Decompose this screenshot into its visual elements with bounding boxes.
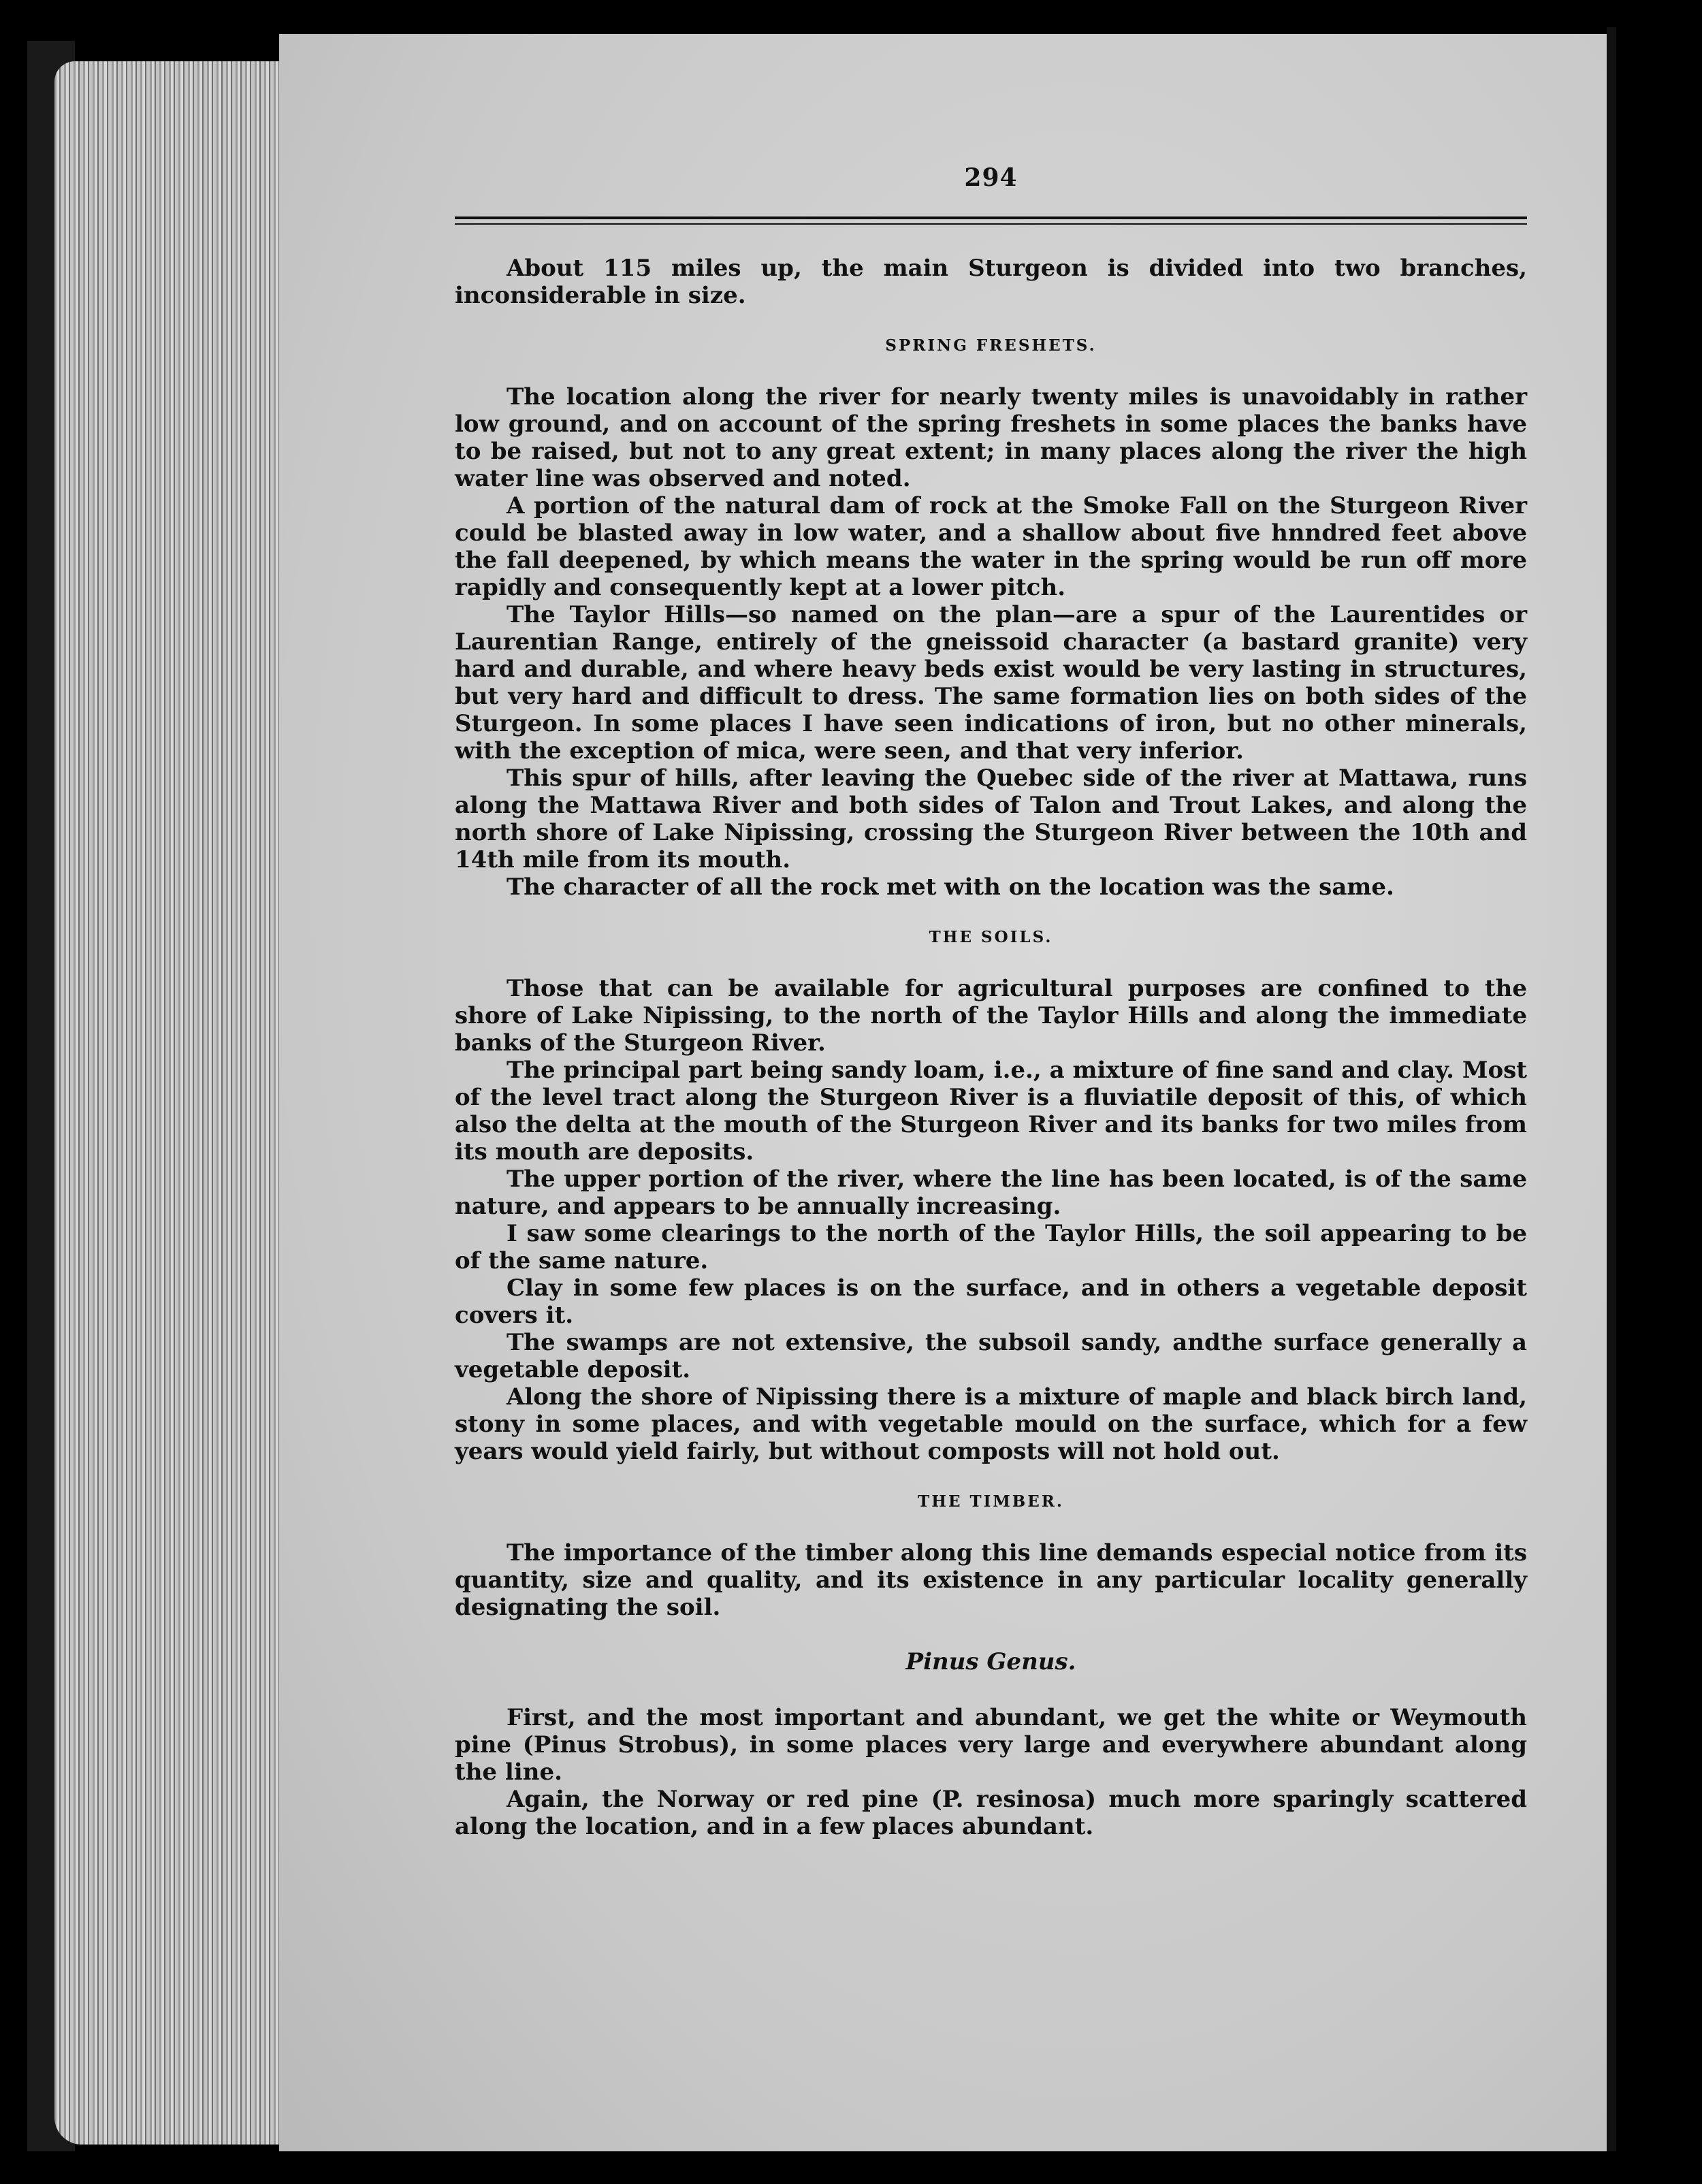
text-body <box>455 255 1527 1840</box>
subsection-heading: Pinus Genus. <box>905 1648 1076 1675</box>
paragraph: The location along the river for nearly twenty miles is unavoidably in rather low ground, and on account of the spring freshets in some places the banks have to be raised, but not to any great extent; in many places along the river the high water line was observed and noted. <box>455 383 1527 492</box>
page-right-edge <box>1607 27 1616 2151</box>
page-number: 294 <box>964 163 1018 192</box>
paragraph: This spur of hills, after leaving the Quebec side of the river at Mattawa, runs along the Mattawa River and both sides of Talon and Trout Lakes, and along the north shore of Lake Nipissing, crossing the Sturgeon River between the 10th and 14th mile from its mouth. <box>455 765 1527 873</box>
paragraph: Those that can be available for agricultural purposes are confined to the shore of Lake Nipissing, to the north of the Taylor Hills and along the immediate banks of the Sturgeon River. <box>455 975 1527 1057</box>
paragraph: Along the shore of Nipissing there is a mixture of maple and black birch land, stony in some places, and with vegetable mould on the surface, which for a few years would yield fairly, but without composts will not hold out. <box>455 1383 1527 1465</box>
page-content <box>455 163 1527 1840</box>
paragraph: Again, the Norway or red pine (P. resinosa) much more sparingly scattered along the location, and in a few places abundant. <box>455 1786 1527 1840</box>
page-edges <box>54 61 279 2145</box>
section-heading: THE TIMBER. <box>918 1492 1064 1511</box>
paragraph: A portion of the natural dam of rock at the Smoke Fall on the Sturgeon River could be blasted away in low water, and a shallow about five hnndred feet above the fall deepened, by which means the water in the spring would be run off more rapidly and consequently kept at a lower pitch. <box>455 492 1527 601</box>
paragraph: I saw some clearings to the north of the Taylor Hills, the soil appearing to be of the same nature. <box>455 1220 1527 1274</box>
section-heading: SPRING FRESHETS. <box>885 336 1097 355</box>
section-heading: THE SOILS. <box>929 928 1053 946</box>
paragraph: About 115 miles up, the main Sturgeon is divided into two branches, inconsiderable in size. <box>455 255 1527 309</box>
paragraph: The principal part being sandy loam, i.e., a mixture of fine sand and clay. Most of the level tract along the Sturgeon River is a fluviatile deposit of this, of which also the delta at the mouth of the Sturgeon River and its banks for two miles from its mouth are deposits. <box>455 1057 1527 1166</box>
paragraph: The swamps are not extensive, the subsoil sandy, andthe surface generally a vegetable deposit. <box>455 1329 1527 1383</box>
paragraph: The importance of the timber along this line demands especial notice from its quantity, size and quality, and its existence in any particular locality generally designating the soil. <box>455 1539 1527 1621</box>
header-rule-thick <box>455 216 1527 219</box>
paragraph: The Taylor Hills—so named on the plan—are a spur of the Laurentides or Laurentian Range, entirely of the gneissoid character (a bastard granite) very hard and durable, and where heavy beds exist would be very lasting in structures, but very hard and difficult to dress. The same formation lies on both sides of the Sturgeon. In some places I have seen indications of iron, but no other minerals, with the exception of mica, were seen, and that very inferior. <box>455 601 1527 765</box>
paragraph: The upper portion of the river, where the line has been located, is of the same nature, and appears to be annually increasing. <box>455 1166 1527 1220</box>
header-rule-thin <box>455 223 1527 225</box>
book-page <box>279 34 1607 2151</box>
paragraph: First, and the most important and abundant, we get the white or Weymouth pine (Pinus Strobus), in some places very large and everywhere abundant along the line. <box>455 1704 1527 1786</box>
paragraph: Clay in some few places is on the surface, and in others a vegetable deposit covers it. <box>455 1274 1527 1329</box>
paragraph: The character of all the rock met with on the location was the same. <box>507 873 1394 901</box>
